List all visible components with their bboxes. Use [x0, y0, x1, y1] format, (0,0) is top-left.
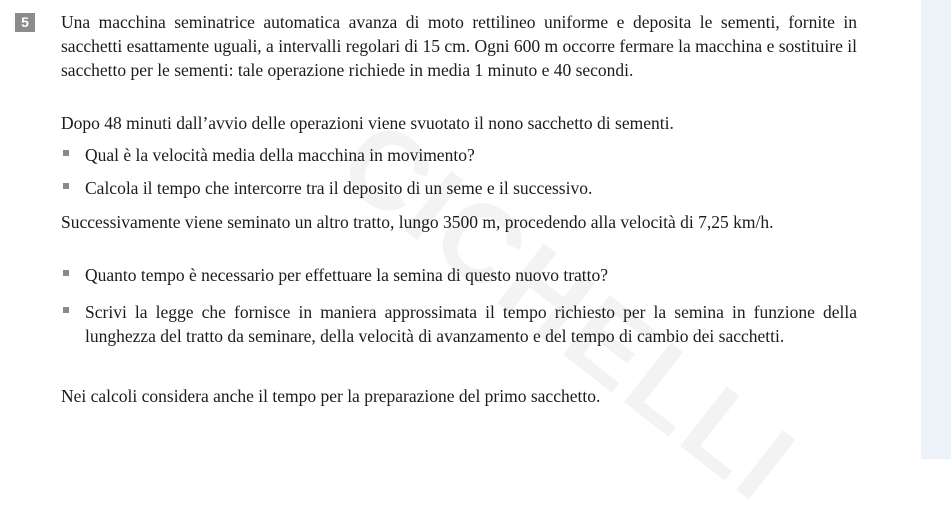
question-average-speed: Qual è la velocità media della macchina in movimento? [85, 145, 475, 165]
bullet-icon [63, 270, 69, 276]
exercise-successive: Successivamente viene seminato un altro tratto, lungo 3500 m, procedendo alla velocità di 7,25 km/h. [61, 212, 774, 232]
exercise-intro: Una macchina seminatrice automatica avanza di moto rettilineo uniforme e deposita le sementi, fornite in sacchetti esattamente uguali, a intervalli regolari di 15 cm. Ogni 600 m occorre fermare la macchina e sostituire il sacchetto per le sementi: tale operazione richiede in media 1 minuto e 40 secondi. [61, 12, 857, 80]
question-write-law: Scrivi la legge che fornisce in maniera approssimata il tempo richiesto per la semina in funzione della lunghezza del tratto da seminare, della velocità di avanzamento e del tempo di cambio dei sacchetti. [85, 302, 857, 346]
right-margin-strip [921, 0, 951, 459]
question-new-segment-time: Quanto tempo è necessario per effettuare la semina di questo nuovo tratto? [85, 265, 609, 285]
exercise-after-48: Dopo 48 minuti dall’avvio delle operazioni viene svuotato il nono sacchetto di sementi. [61, 113, 674, 133]
exercise-closing-note: Nei calcoli considera anche il tempo per la preparazione del primo sacchetto. [61, 386, 601, 406]
bullet-icon [63, 150, 69, 156]
bullet-icon [63, 183, 69, 189]
question-seed-interval: Calcola il tempo che intercorre tra il deposito di un seme e il successivo. [85, 178, 593, 198]
exercise-number-badge: 5 [15, 13, 35, 32]
bullet-icon [63, 307, 69, 313]
